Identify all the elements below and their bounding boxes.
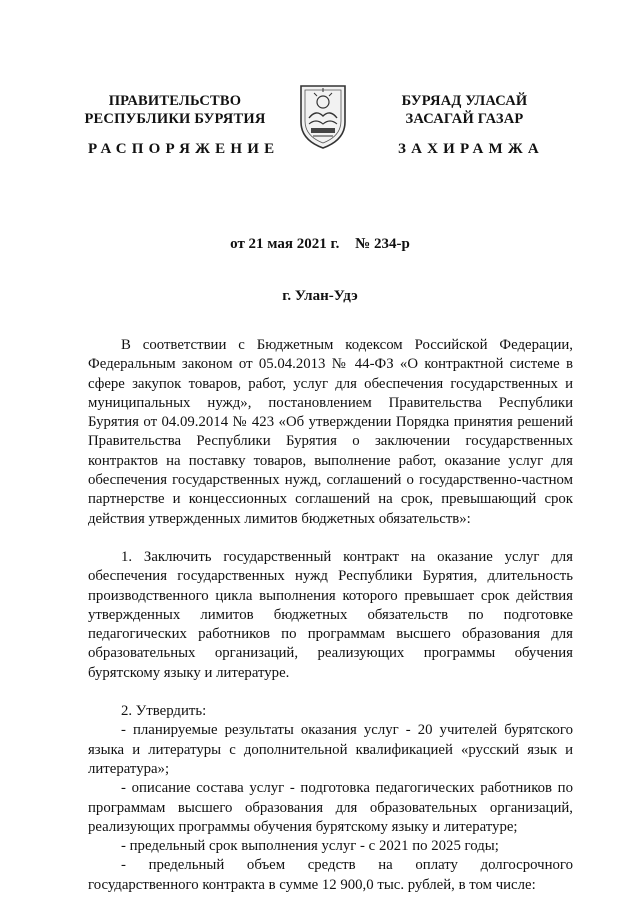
order-title-bua: ЗАХИРАМЖА [398,141,544,157]
document-city: г. Улан-Удэ [282,288,358,304]
point-1-paragraph: 1. Заключить государственный контракт на оказание услуг для обеспечения государственных нужд Республики Бурятия, длительность производственного цикла выполнения которого превышает срок действия утвержденных лимитов бюджетных обязательств по подготовке педагогических работников по программам высшего образования для образовательных организаций, реализующих программы обучения бурятскому языку и литературе. [88,548,573,681]
point-2-item: - предельный объем средств на оплату долгосрочного государственного контракта в сумме 12 900,0 тыс. рублей, в том числе: [88,857,573,893]
header-left-line2: РЕСПУБЛИКИ БУРЯТИЯ [84,111,266,127]
coat-of-arms-icon [297,78,349,150]
paragraph-gap [88,683,573,702]
header-right [352,92,577,128]
preamble-paragraph: В соответствии с Бюджетным кодексом Российской Федерации, Федеральным законом от 05.04.2013 № 44-ФЗ «О контрактной системе в сфере закупок товаров, работ, услуг для обеспечения государственных и муниципальных нужд», постановлением Правительства Республики Бурятия от 04.09.2014 № 423 «Об утверждении Порядка принятия решений Правительства Республики Бурятия о заключении государственных контрактов на поставку товаров, выполнение работ, оказание услуг для обеспечения государственных нужд, соглашений о государственно-частном партнерстве и концессионных соглашений на срок, превышающий срок действия утвержденных лимитов бюджетных обязательств»: [88,337,573,527]
point-2-item: - описание состава услуг - подготовка педагогических работников по программам высшего образования для образовательных организаций, реализующих программы обучения бурятскому языку и литературе; [88,780,573,835]
point-2-item: - планируемые результаты оказания услуг - 20 учителей бурятского языка и литературы с дополнительной квалификацией «русский язык и литература»; [88,722,573,777]
point-2-title: 2. Утвердить: [121,703,207,720]
header-right-line2: ЗАСАГАЙ ГАЗАР [405,111,524,127]
point-2-item: - предельный срок выполнения услуг - с 2021 по 2025 годы; [121,838,499,855]
header-left [60,92,290,128]
order-title-ru: РАСПОРЯЖЕНИЕ [88,141,280,157]
document-number: № 234-р [355,236,410,252]
document-body [88,336,573,895]
header-left-line1: ПРАВИТЕЛЬСТВО [108,93,242,109]
date-number-line [0,236,640,253]
document-date: от 21 мая 2021 г. [230,236,340,252]
paragraph-gap [88,529,573,548]
header-right-line1: БУРЯАД УЛАСАЙ [401,93,528,109]
